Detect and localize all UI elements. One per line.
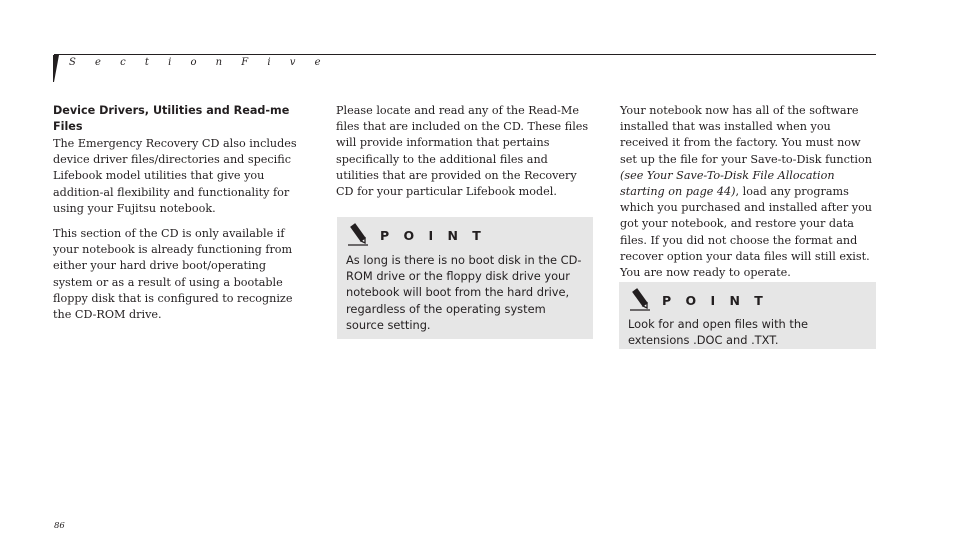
point-header	[628, 289, 867, 311]
section-heading: Device Drivers, Utilities and Read-me Files	[53, 104, 290, 133]
paragraph: This section of the CD is only available if your notebook is already functioning from either your hard drive boot/operating system or as a result of using a bootable floppy disk that is configured to recognize the CD-ROM drive.	[53, 227, 293, 322]
point-note-box	[619, 282, 876, 349]
paragraph-text: , load any programs which you purchased and installed after you got your notebook, and restore your data files. If you did not choose the format and recover option your data files will still exist. You are now ready to operate.	[620, 185, 873, 280]
point-text: Look for and open files with the extensions .DOC and .TXT.	[628, 317, 809, 348]
header-rule	[54, 54, 876, 55]
point-note-box	[337, 217, 593, 339]
pencil-note-icon	[628, 288, 652, 312]
point-title: P O I N T	[380, 227, 486, 243]
paragraph: Please locate and read any of the Read-Me files that are included on the CD. These files will provide information that pertains specifically to the additional files and utilities that are provided on the Recovery CD for your particular Lifebook model.	[336, 104, 589, 199]
point-text: As long is there is no boot disk in the CD-ROM drive or the floppy disk drive your notebook will boot from the hard drive, regardless of the operating system source setting.	[346, 253, 582, 332]
column-3	[620, 103, 874, 290]
paragraph: The Emergency Recovery CD also includes device driver files/directories and specific Lifebook model utilities that give you addition-al flexibility and functionality for using your Fujitsu notebook.	[53, 137, 297, 215]
section-label: S e c t i o n F i v e	[69, 57, 329, 68]
point-header	[346, 224, 584, 246]
pencil-note-icon	[346, 223, 370, 247]
column-1	[53, 103, 309, 332]
paragraph-text: Your notebook now has all of the software installed that was installed when you received it from the factory. You must now set up the file for your Save-to-Disk function	[620, 104, 872, 166]
header-tick-mark	[53, 55, 59, 82]
cross-reference: (see Your Save-To-Disk File Allocation starting on page 44)	[620, 168, 835, 199]
paragraph	[620, 103, 874, 281]
point-title: P O I N T	[662, 292, 768, 308]
column-2	[336, 103, 594, 209]
page-number: 86	[54, 521, 65, 531]
